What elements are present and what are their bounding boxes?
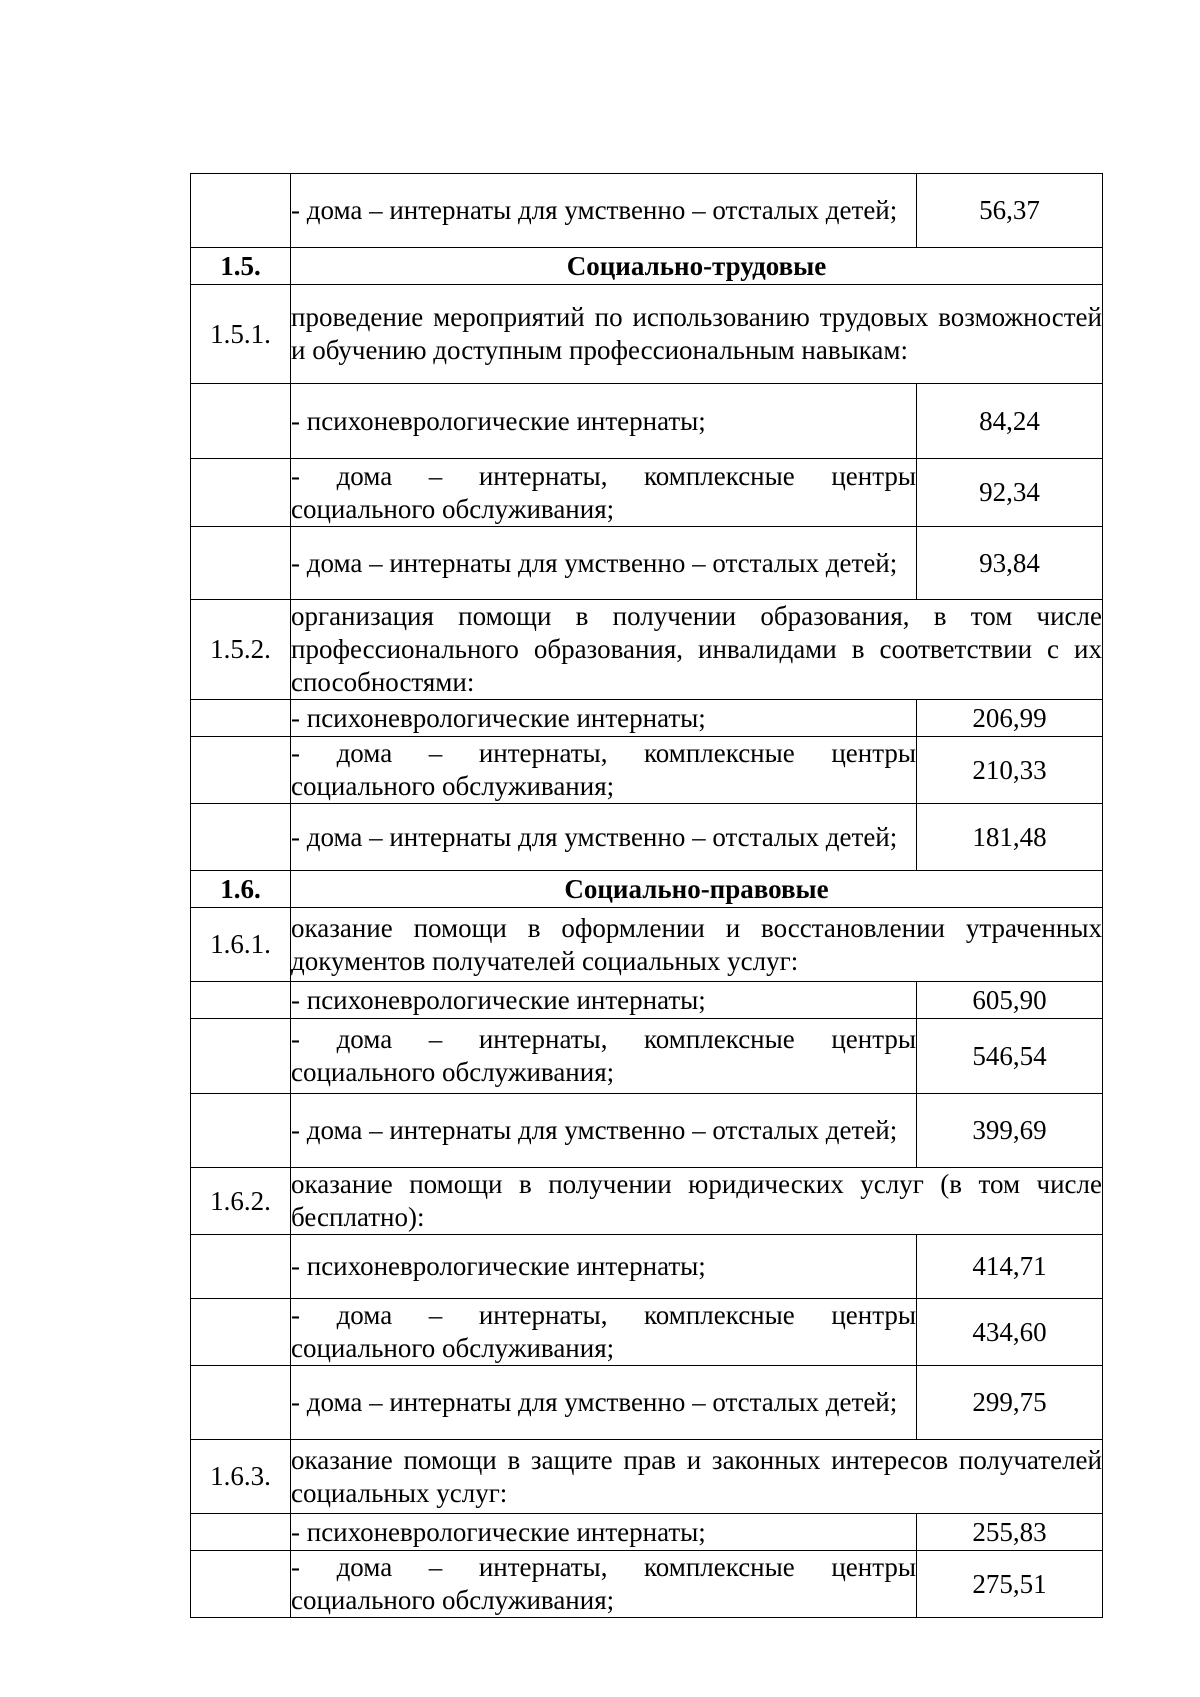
tariff-value: 275,51: [917, 1551, 1103, 1618]
row-number-cell: [191, 1094, 291, 1168]
row-number-cell: [191, 459, 291, 527]
service-text: - дома – интернаты для умственно – отсталых детей;: [291, 1094, 917, 1168]
group-text: организация помощи в получении образования, в том числе профессионального образования, инвалидами в соответствии с их способностями:: [291, 600, 1103, 700]
table-row: [191, 737, 1103, 804]
service-text: - дома – интернаты, комплексные центры социального обслуживания;: [291, 1299, 917, 1366]
table-row: [191, 1019, 1103, 1094]
table-row: [191, 700, 1103, 737]
service-text: - дома – интернаты для умственно – отсталых детей;: [291, 174, 917, 248]
group-number: 1.6.3.: [191, 1440, 291, 1514]
group-text: оказание помощи в получении юридических услуг (в том числе бесплатно):: [291, 1168, 1103, 1235]
section-number: 1.6.: [191, 871, 291, 908]
tariff-table: [190, 173, 1103, 1618]
service-text: - дома – интернаты для умственно – отсталых детей;: [291, 527, 917, 600]
service-text: - дома – интернаты для умственно – отсталых детей;: [291, 804, 917, 871]
row-number-cell: [191, 1551, 291, 1618]
tariff-value: 93,84: [917, 527, 1103, 600]
group-row: [191, 285, 1103, 384]
table-row: [191, 982, 1103, 1019]
service-text: - психоневрологические интернаты;: [291, 384, 917, 459]
table-row: [191, 384, 1103, 459]
tariff-value: 546,54: [917, 1019, 1103, 1094]
tariff-value: 206,99: [917, 700, 1103, 737]
group-row: [191, 1168, 1103, 1235]
row-number-cell: [191, 737, 291, 804]
tariff-value: 92,34: [917, 459, 1103, 527]
service-text: - дома – интернаты, комплексные центры социального обслуживания;: [291, 1551, 917, 1618]
tariff-value: 399,69: [917, 1094, 1103, 1168]
service-text: - дома – интернаты, комплексные центры социального обслуживания;: [291, 459, 917, 527]
tariff-value: 605,90: [917, 982, 1103, 1019]
service-text: - дома – интернаты для умственно – отсталых детей;: [291, 1366, 917, 1440]
row-number-cell: [191, 1235, 291, 1299]
tariff-value: 299,75: [917, 1366, 1103, 1440]
tariff-value: 255,83: [917, 1514, 1103, 1551]
table-row: [191, 804, 1103, 871]
tariff-value: 181,48: [917, 804, 1103, 871]
row-number-cell: [191, 1514, 291, 1551]
table-row: [191, 1094, 1103, 1168]
group-text: проведение мероприятий по использованию трудовых возможностей и обучению доступным профессиональным навыкам:: [291, 285, 1103, 384]
group-number: 1.5.1.: [191, 285, 291, 384]
section-number: 1.5.: [191, 248, 291, 285]
table-row: [191, 527, 1103, 600]
group-row: [191, 908, 1103, 982]
service-text: - психоневрологические интернаты;: [291, 982, 917, 1019]
group-text: оказание помощи в защите прав и законных интересов получателей социальных услуг:: [291, 1440, 1103, 1514]
row-number-cell: [191, 1299, 291, 1366]
group-row: [191, 1440, 1103, 1514]
service-text: - дома – интернаты, комплексные центры социального обслуживания;: [291, 737, 917, 804]
section-title: Социально-правовые: [291, 871, 1103, 908]
table-row: [191, 1551, 1103, 1618]
section-header-row: [191, 871, 1103, 908]
table-row: [191, 174, 1103, 248]
tariff-value: 210,33: [917, 737, 1103, 804]
service-text: - дома – интернаты, комплексные центры социального обслуживания;: [291, 1019, 917, 1094]
service-text: - психоневрологические интернаты;: [291, 700, 917, 737]
group-text: оказание помощи в оформлении и восстановлении утраченных документов получателей социальных услуг:: [291, 908, 1103, 982]
group-number: 1.6.1.: [191, 908, 291, 982]
row-number-cell: [191, 174, 291, 248]
row-number-cell: [191, 1019, 291, 1094]
table-row: [191, 459, 1103, 527]
table-row: [191, 1366, 1103, 1440]
row-number-cell: [191, 1366, 291, 1440]
table-row: [191, 1235, 1103, 1299]
row-number-cell: [191, 982, 291, 1019]
table-row: [191, 1299, 1103, 1366]
group-row: [191, 600, 1103, 700]
section-header-row: [191, 248, 1103, 285]
tariff-value: 434,60: [917, 1299, 1103, 1366]
row-number-cell: [191, 384, 291, 459]
tariff-value: 414,71: [917, 1235, 1103, 1299]
tariff-value: 84,24: [917, 384, 1103, 459]
row-number-cell: [191, 527, 291, 600]
section-title: Социально-трудовые: [291, 248, 1103, 285]
row-number-cell: [191, 700, 291, 737]
table-row: [191, 1514, 1103, 1551]
row-number-cell: [191, 804, 291, 871]
group-number: 1.5.2.: [191, 600, 291, 700]
tariff-value: 56,37: [917, 174, 1103, 248]
service-text: - психоневрологические интернаты;: [291, 1514, 917, 1551]
group-number: 1.6.2.: [191, 1168, 291, 1235]
service-text: - психоневрологические интернаты;: [291, 1235, 917, 1299]
